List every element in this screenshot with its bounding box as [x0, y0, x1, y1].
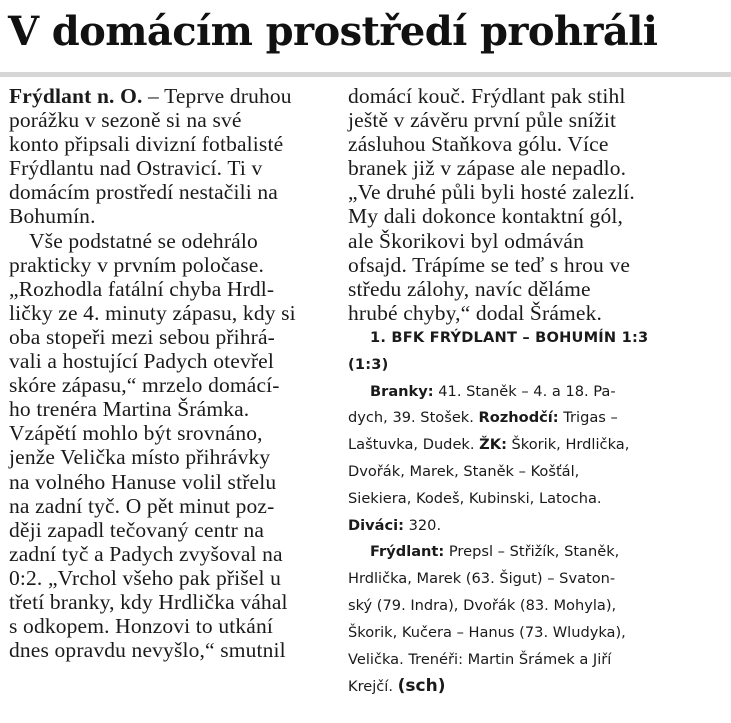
- text-line: Vzápětí mohlo být srovnáno,: [9, 421, 263, 446]
- text-line: jenže Velička místo přihrávky: [9, 445, 271, 470]
- text-line: ještě v závěru první půle snížit: [348, 108, 617, 133]
- right-column: [348, 84, 678, 701]
- text-line: branek již v zápase ale nepadlo.: [348, 156, 627, 181]
- text-span: Laštuvka, Dudek.: [348, 436, 480, 454]
- text-line: na volného Hanuse volil střelu: [9, 469, 277, 494]
- text-line: ale Škorikovi byl odmáván: [348, 228, 585, 253]
- text-line: Frýdlantu nad Ostravicí. Ti v: [9, 156, 263, 181]
- facts-line: [348, 673, 678, 701]
- text-line: vali a hostující Padych otevřel: [9, 349, 274, 374]
- text-line: skóre zápasu,“ mrzelo domácí-: [9, 373, 280, 398]
- text-span: Škorik, Hrdlička,: [506, 436, 630, 454]
- text-line: domácí kouč. Frýdlant pak stihl: [348, 84, 626, 108]
- text-line: třetí branky, kdy Hrdlička váhal: [9, 589, 288, 614]
- text-line: ho trenéra Martina Šrámka.: [9, 397, 250, 422]
- text-line: [9, 84, 334, 108]
- text-line: dnes opravdu nevyšlo,“ smutnil: [9, 638, 286, 663]
- text-line: prakticky v prvním poločase.: [9, 252, 264, 277]
- goals-label: Branky:: [370, 382, 434, 400]
- text-line: Bohumín.: [9, 204, 96, 229]
- facts-line: Dvořák, Marek, Staněk – Košťál,: [348, 462, 580, 480]
- text-span: dych, 39. Stošek.: [348, 409, 479, 427]
- attendance-label: Diváci:: [348, 516, 404, 534]
- text-line: ličky ze 4. minuty zápasu, kdy si: [9, 300, 296, 325]
- text-line: „Rozhodla fatální chyba Hrdl-: [9, 276, 275, 301]
- text-line: ofsajd. Trápíme se teď s hrou ve: [348, 252, 631, 277]
- text-line: středu zálohy, navíc děláme: [348, 276, 591, 301]
- attendance-value: 320.: [403, 516, 442, 534]
- author-byline: (sch): [397, 676, 446, 697]
- referee-label: Rozhodčí:: [478, 409, 559, 427]
- text-span: Trigas –: [558, 409, 618, 427]
- yellow-cards-label: ŽK:: [479, 436, 507, 454]
- text-line: „Ve druhé půli byli hosté zalezlí.: [348, 180, 635, 205]
- text-line: zadní tyč a Padych zvyšoval na: [9, 541, 283, 566]
- text-line: s odkopem. Honzovi to utkání: [9, 614, 273, 639]
- facts-line: [348, 513, 678, 540]
- text-line: oba stopeři mezi sebou přihrá-: [9, 324, 275, 349]
- facts-line: [348, 432, 678, 459]
- facts-line: Siekiera, Kodeš, Kubinski, Latocha.: [348, 489, 602, 507]
- match-result-line: 1. BFK FRÝDLANT – BOHUMÍN 1:3: [370, 328, 649, 346]
- text-span: Krejčí.: [348, 678, 398, 696]
- article-headline: V domácím prostředí prohráli: [8, 8, 658, 55]
- frydlant-label: Frýdlant:: [370, 543, 445, 561]
- text-line: My dali dokonce kontaktní gól,: [348, 204, 624, 229]
- text-span: 41. Staněk – 4. a 18. Pa-: [433, 382, 616, 400]
- dateline: Frýdlant n. O.: [9, 84, 143, 108]
- text-line: porážku v sezoně si na své: [9, 108, 242, 133]
- match-result-title: [348, 325, 678, 379]
- text-line: domácím prostředí nestačili na: [9, 180, 278, 205]
- facts-line: [348, 405, 678, 432]
- match-facts: [348, 379, 678, 702]
- halftime-score: (1:3): [348, 355, 389, 373]
- text-line: konto připsali divizní fotbalisté: [9, 132, 284, 157]
- left-column: [9, 84, 334, 662]
- text-line: zásluhou Staňkova gólu. Více: [348, 132, 609, 157]
- facts-line: Velička. Trenéři: Martin Šrámek a Jiří: [348, 650, 612, 668]
- facts-line: ský (79. Indra), Dvořák (83. Mohyla),: [348, 596, 617, 614]
- facts-line: Škorik, Kučera – Hanus (73. Wludyka),: [348, 623, 626, 641]
- headline-rule: [0, 72, 731, 77]
- text-line: Vše podstatné se odehrálo: [29, 228, 258, 253]
- text-line: ději zapadl tečovaný centr na: [9, 517, 265, 542]
- text-line: na zadní tyč. O pět minut poz-: [9, 493, 275, 518]
- facts-line: [348, 379, 678, 406]
- text-line: hrubé chyby,“ dodal Šrámek.: [348, 300, 603, 325]
- facts-line: Hrdlička, Marek (63. Šigut) – Svaton-: [348, 570, 616, 588]
- facts-line: [348, 539, 678, 566]
- text-line: 0:2. „Vrchol všeho pak přišel u: [9, 565, 282, 590]
- text-span: Prepsl – Střižík, Staněk,: [444, 543, 620, 561]
- text-span: – Teprve druhou: [142, 84, 292, 108]
